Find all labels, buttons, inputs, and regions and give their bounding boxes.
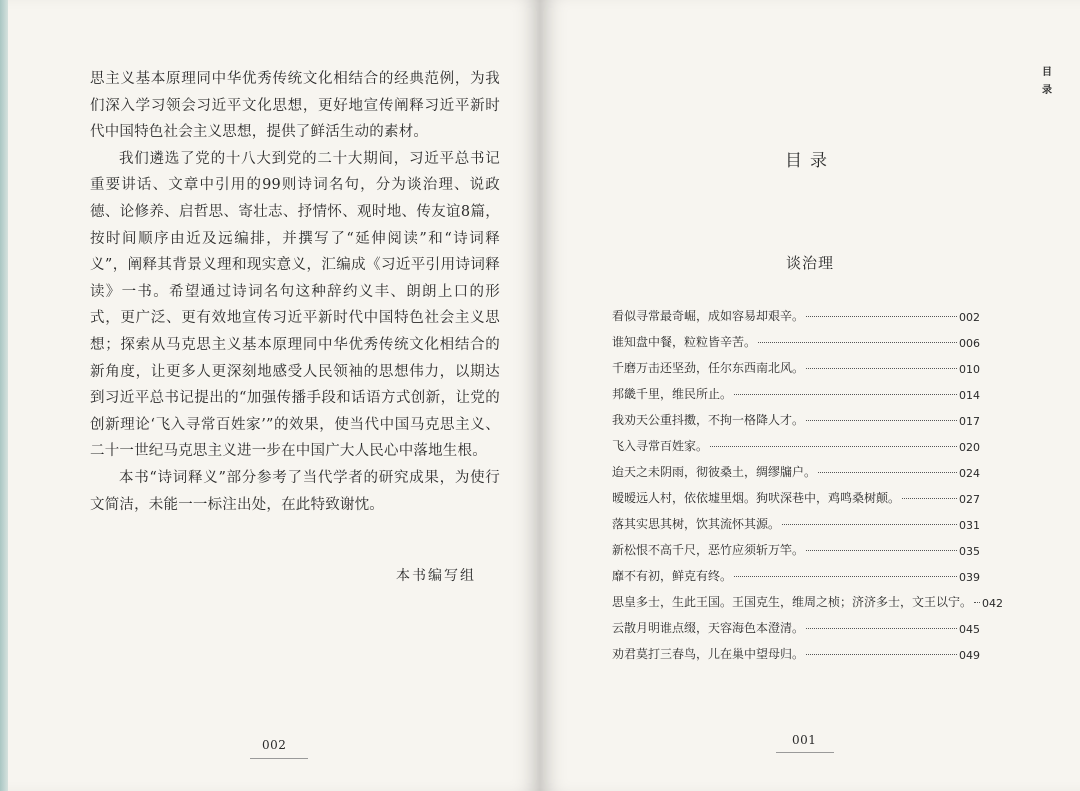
- toc-entry-page: 031: [959, 519, 980, 532]
- toc-leader-dots: [806, 654, 957, 655]
- toc-leader-dots: [974, 602, 980, 603]
- toc-entry-text: 看似寻常最奇崛，成如容易却艰辛。: [612, 309, 805, 323]
- page-number: 001: [792, 733, 817, 747]
- toc-entry-text: 思皇多士，生此王国。王国克生，维周之桢；济济多士，文王以宁。: [612, 595, 973, 609]
- running-head: 目录: [1042, 67, 1052, 96]
- toc-entry-text: 落其实思其树，饮其流怀其源。: [612, 517, 781, 531]
- toc-entry: [612, 402, 980, 428]
- toc-entry: [612, 350, 980, 376]
- toc-entry-text: 迨天之未阴雨，彻彼桑土，绸缪牖户。: [612, 465, 817, 479]
- toc-entry-text: 新松恨不高千尺，恶竹应须斩万竿。: [612, 543, 805, 557]
- paragraph-3: 本书“诗词释义”部分参考了当代学者的研究成果，为使行文简洁，未能一一标注出处，在此特致谢忱。: [90, 469, 500, 513]
- toc-entry-page: 002: [959, 311, 980, 324]
- toc-leader-dots: [806, 420, 957, 421]
- toc-leader-dots: [710, 446, 957, 447]
- toc-entry-page: 035: [959, 545, 980, 558]
- toc-leader-dots: [806, 550, 957, 551]
- toc-entry-text: 云散月明谁点缀，天容海色本澄清。: [612, 621, 805, 635]
- toc-entry-page: 006: [959, 337, 980, 350]
- toc-entry: [612, 324, 980, 350]
- toc-entry: [612, 506, 980, 532]
- toc-entry: [612, 532, 980, 558]
- toc-entry-page: 049: [959, 649, 980, 662]
- signature: 本书编写组: [396, 568, 476, 584]
- toc-entry-text: 劝君莫打三春鸟，儿在巢中望母归。: [612, 647, 805, 661]
- toc-entry-page: 024: [959, 467, 980, 480]
- toc-entry-text: 千磨万击还坚劲，任尔东西南北风。: [612, 361, 805, 375]
- folio-rule: [776, 752, 834, 753]
- toc-entry-page: 042: [982, 597, 1004, 610]
- toc-entry: [612, 610, 980, 636]
- toc-leader-dots: [782, 524, 957, 525]
- toc-entry-text: 靡不有初，鲜克有终。: [612, 569, 733, 583]
- book-edge: [0, 0, 8, 791]
- left-page: [8, 0, 540, 791]
- toc-entry-page: 027: [959, 493, 980, 506]
- toc-entry: [612, 584, 1004, 610]
- toc-leader-dots: [758, 342, 957, 343]
- toc-entry: [612, 376, 980, 402]
- toc-entry: [612, 428, 980, 454]
- toc-leader-dots: [806, 316, 957, 317]
- preface-body: [90, 66, 500, 518]
- toc-entry-page: 014: [959, 389, 980, 402]
- page-number: 002: [262, 738, 287, 752]
- toc-entry-text: 谁知盘中餐，粒粒皆辛苦。: [612, 335, 757, 349]
- paragraph-1: 思主义基本原理同中华优秀传统文化相结合的经典范例，为我们深入学习领会习近平文化思想，更好地宣传阐释习近平新时代中国特色社会主义思想，提供了鲜活生动的素材。: [90, 71, 500, 141]
- toc-entry: [612, 454, 980, 480]
- folio-rule: [250, 758, 308, 759]
- right-page: [540, 0, 1080, 791]
- toc-entry-text: 我劝天公重抖擞，不拘一格降人才。: [612, 413, 805, 427]
- toc-entry-text: 邦畿千里，维民所止。: [612, 387, 733, 401]
- toc-entry-text: 飞入寻常百姓家。: [612, 439, 709, 453]
- toc-entry-page: 010: [959, 363, 980, 376]
- paragraph-2: 我们遴选了党的十八大到党的二十大期间，习近平总书记重要讲话、文章中引用的99则诗词名句，分为谈治理、说政德、论修养、启哲思、寄壮志、抒情怀、观时地、传友谊8篇，按时间顺序由近及远编排，并撰写了“延伸阅读”和“诗词释义”，阐释其背景义理和现实意义，汇编成《习近平引用诗词释读》一书。希望通过诗词名句这种辞约义丰、朗朗上口的形式，更广泛、更有效地宣传习近平新时代中国特色社会主义思想；探索从马克思主义基本原理同中华优秀传统文化相结合的新角度，让更多人更深刻地感受人民领袖的思想伟力，以期达到习近平总书记提出的“加强传播手段和话语方式创新，让党的创新理论‘飞入寻常百姓家’”的效果，使当代中国马克思主义、二十一世纪马克思主义进一步在中国广大人民心中落地生根。: [90, 150, 500, 460]
- toc-entry-page: 045: [959, 623, 980, 636]
- section-title: 谈治理: [785, 254, 834, 272]
- toc-title: 目录: [785, 151, 835, 171]
- toc-leader-dots: [734, 576, 957, 577]
- toc-leader-dots: [806, 628, 957, 629]
- toc-entry-page: 017: [959, 415, 980, 428]
- toc-entry: [612, 298, 980, 324]
- toc-list: [612, 298, 1004, 662]
- toc-entry-text: 暧暧远人村，依依墟里烟。狗吠深巷中，鸡鸣桑树颠。: [612, 491, 901, 505]
- toc-entry: [612, 480, 980, 506]
- toc-leader-dots: [902, 498, 957, 499]
- toc-entry: [612, 558, 980, 584]
- toc-entry-page: 020: [959, 441, 980, 454]
- toc-entry-page: 039: [959, 571, 980, 584]
- toc-leader-dots: [734, 394, 957, 395]
- toc-leader-dots: [818, 472, 957, 473]
- toc-leader-dots: [806, 368, 957, 369]
- toc-entry: [612, 636, 980, 662]
